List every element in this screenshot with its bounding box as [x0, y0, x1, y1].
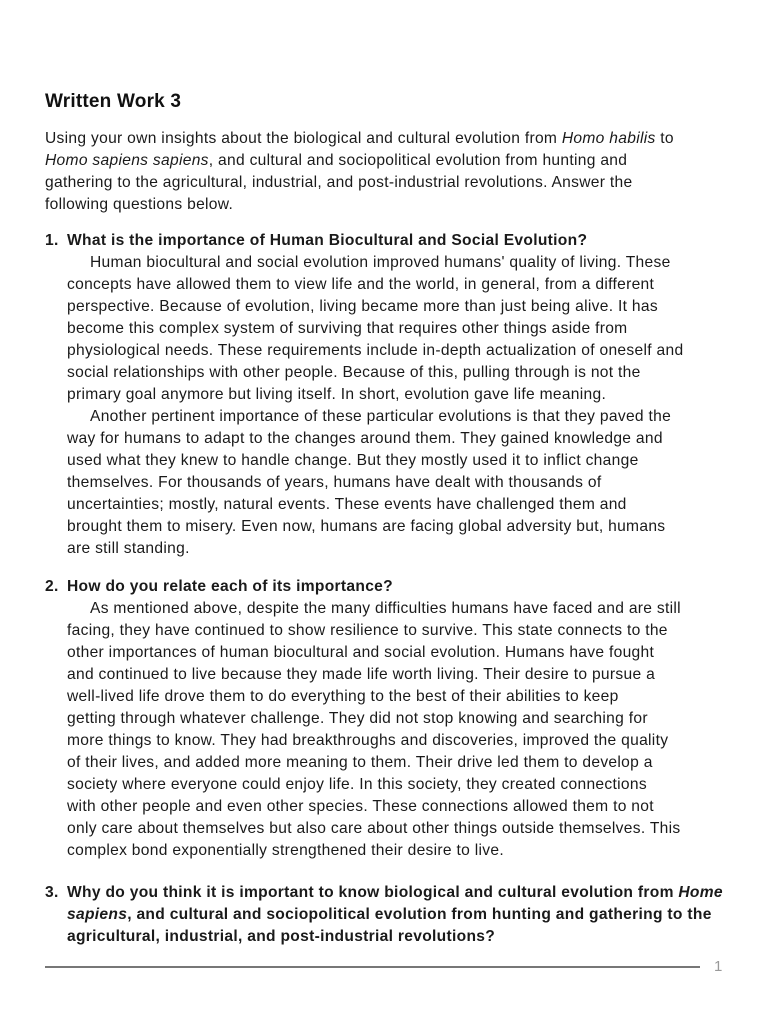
italic-term: sapiens — [67, 906, 128, 923]
answer-line — [67, 708, 648, 730]
answer-line — [67, 642, 654, 664]
intro-line — [45, 128, 674, 150]
text-segment: physiological needs. These requirements include in-depth actualization of oneself and — [67, 342, 684, 359]
answer-line — [67, 752, 653, 774]
text-segment: Using your own insights about the biological and cultural evolution from — [45, 130, 562, 147]
text-segment: way for humans to adapt to the changes around them. They gained knowledge and — [67, 430, 663, 447]
question-line — [67, 904, 712, 926]
text-segment: getting through whatever challenge. They did not stop knowing and searching for — [67, 710, 648, 727]
intro-line — [45, 172, 633, 194]
answer-line — [67, 620, 668, 642]
text-segment: themselves. For thousands of years, humans have dealt with thousands of — [67, 474, 602, 491]
text-segment: facing, they have continued to show resilience to survive. This state connects to the — [67, 622, 668, 639]
text-segment: only care about themselves but also care about other things outside themselves. This — [67, 820, 681, 837]
answer-line — [67, 516, 665, 538]
text-segment: become this complex system of surviving that requires other things aside from — [67, 320, 628, 337]
answer-line — [67, 450, 639, 472]
text-segment: As mentioned above, despite the many difficulties humans have faced and are still — [90, 600, 681, 617]
text-segment: following questions below. — [45, 196, 234, 213]
text-segment: agricultural, industrial, and post-industrial revolutions? — [67, 928, 496, 945]
text-segment: gathering to the agricultural, industrial, and post-industrial revolutions. Answer the — [45, 174, 633, 191]
text-segment: with other people and even other species. These connections allowed them to not — [67, 798, 654, 815]
answer-line — [67, 538, 190, 560]
italic-term: Homo habilis — [561, 130, 656, 147]
text-segment: Why do you think it is important to know biological and cultural evolution from — [67, 884, 679, 901]
answer-line — [67, 686, 619, 708]
answer-line — [67, 730, 668, 752]
answer-line — [67, 428, 663, 450]
answer-line — [67, 774, 647, 796]
question-line — [67, 926, 495, 948]
text-segment: complex bond exponentially strengthened their desire to live. — [67, 842, 504, 859]
text-segment: well-lived life drove them to do everything to the best of their abilities to keep — [67, 688, 619, 705]
question-number: 2. — [45, 578, 59, 595]
text-segment: perspective. Because of evolution, living became more than just being alive. It has — [67, 298, 658, 315]
answer-line — [90, 598, 681, 620]
text-segment: concepts have allowed them to view life and the world, in general, from a different — [67, 276, 655, 293]
text-segment: to — [655, 130, 674, 147]
question-line — [67, 230, 587, 252]
intro-line — [45, 194, 233, 216]
text-segment: Another pertinent importance of these particular evolutions is that they paved the — [90, 408, 672, 425]
italic-term: Homo sapiens sapiens — [45, 152, 209, 169]
text-segment: uncertainties; mostly, natural events. These events have challenged them and — [67, 496, 627, 513]
text-segment: other importances of human biocultural and social evolution. Humans have fought — [67, 644, 655, 661]
text-segment: are still standing. — [67, 540, 190, 557]
answer-line — [90, 406, 671, 428]
answer-line — [67, 384, 606, 406]
text-segment: society where everyone could enjoy life. In this society, they created connections — [67, 776, 647, 793]
text-segment: , and cultural and sociopolitical evolution from hunting and — [208, 152, 628, 169]
text-segment: and continued to live because they made life worth living. Their desire to pursue a — [67, 666, 656, 683]
text-segment: , and cultural and sociopolitical evolution from hunting and gathering to the — [127, 906, 712, 923]
text-segment: What is the importance of Human Biocultural and Social Evolution? — [67, 232, 588, 249]
question-line — [67, 576, 393, 598]
document-title: Written Work 3 — [45, 91, 182, 112]
answer-line — [67, 840, 504, 862]
intro-line — [45, 150, 627, 172]
text-segment: social relationships with other people. Because of this, pulling through is not the — [67, 364, 641, 381]
answer-line — [67, 296, 658, 318]
question-number: 1. — [45, 232, 59, 249]
answer-line — [67, 796, 654, 818]
answer-line — [67, 274, 654, 296]
answer-line — [67, 818, 680, 840]
italic-term: Home — [678, 884, 723, 901]
answer-line — [90, 252, 671, 274]
text-segment: brought them to misery. Even now, humans are facing global adversity but, humans — [67, 518, 666, 535]
answer-line — [67, 340, 683, 362]
text-segment: How do you relate each of its importance? — [67, 578, 393, 595]
text-segment: used what they knew to handle change. But they mostly used it to inflict change — [67, 452, 639, 469]
text-segment: of their lives, and added more meaning to them. Their drive led them to develop a — [67, 754, 653, 771]
question-number: 3. — [45, 884, 59, 901]
text-segment: Human biocultural and social evolution improved humans' quality of living. These — [90, 254, 671, 271]
text-segment: more things to know. They had breakthroughs and discoveries, improved the quality — [67, 732, 669, 749]
question-line — [67, 882, 723, 904]
answer-line — [67, 472, 601, 494]
text-segment: primary goal anymore but living itself. In short, evolution gave life meaning. — [67, 386, 607, 403]
footer-divider — [45, 966, 700, 968]
answer-line — [67, 664, 655, 686]
answer-line — [67, 362, 641, 384]
page-number: 1 — [714, 958, 723, 975]
answer-line — [67, 494, 627, 516]
answer-line — [67, 318, 627, 340]
